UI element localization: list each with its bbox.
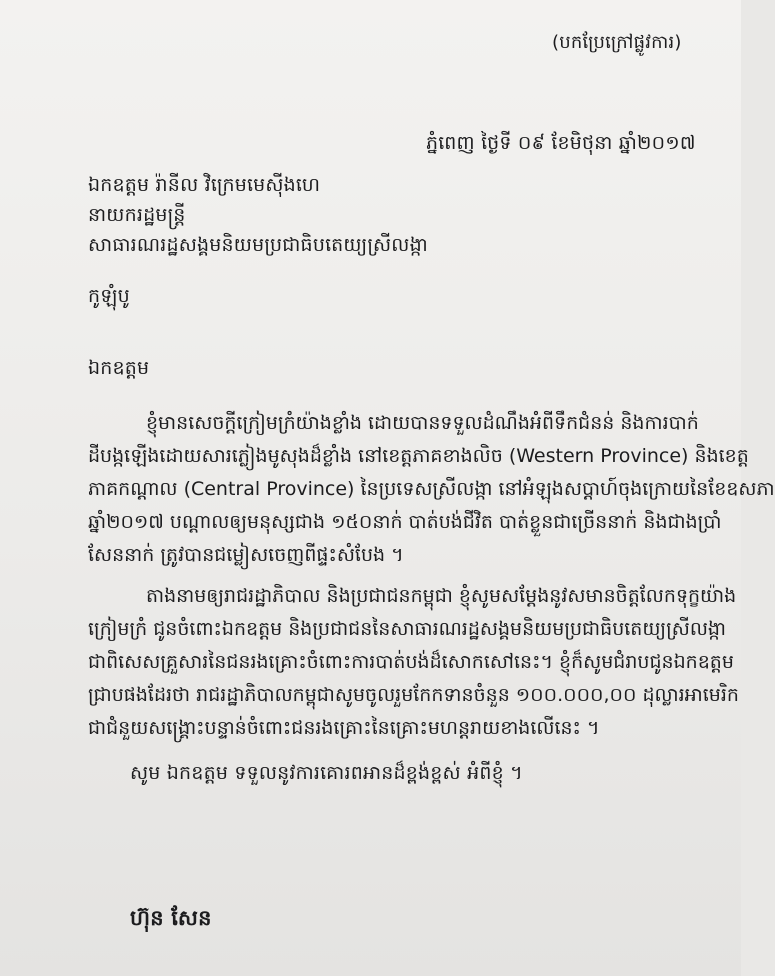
paragraph-line: ជាជំនួយសង្គ្រោះបន្ទាន់ចំពោះជនរងគ្រោះនៃគ្រោះមហន្តរាយខាងលើនេះ ។ — [88, 717, 600, 739]
recipient-title: នាយករដ្ឋមន្ត្រី — [88, 204, 186, 226]
letter-date: ភ្នំពេញ ថ្ងៃទី ០៩ ខែមិថុនា ឆ្នាំ២០១៧ — [426, 132, 696, 154]
paragraph-line: តាងនាមឲ្យរាជរដ្ឋាភិបាល និងប្រជាជនកម្ពុជា ខ្ញុំសូមសម្តែងនូវសមានចិត្តលែកទុក្ខយ៉ាង — [146, 585, 737, 607]
recipient-name: ឯកឧត្តម រ៉ានីល វិក្រេមមេស៊ីងហេ — [88, 174, 321, 196]
salutation: ឯកឧត្តម — [88, 357, 150, 379]
recipient-country: សាធារណរដ្ឋសង្គមនិយមប្រជាធិបតេយ្យស្រីលង្កា — [88, 234, 428, 256]
paragraph-line: ក្រៀមក្រំ ជូនចំពោះឯកឧត្តម និងប្រជាជននៃសាធារណរដ្ឋសង្គមនិយមប្រជាធិបតេយ្យស្រីលង្កា — [88, 618, 727, 640]
closing-line: សូម ឯកឧត្តម ទទួលនូវការគោរពអានដ៏ខ្ពង់ខ្ពស់ អំពីខ្ញុំ ។ — [130, 762, 523, 784]
paragraph-line: ឆ្នាំ២០១៧ បណ្តាលឲ្យមនុស្សជាង ១៥០នាក់ បាត់បង់ជីវិត បាត់ខ្លួនជាច្រើននាក់ និងជាងប្រាំ — [88, 511, 722, 533]
paragraph-line: ជាពិសេសគ្រួសារនៃជនរងគ្រោះចំពោះការបាត់បង់ដ៏សោកសៅនេះ។ ខ្ញុំក៏សូមជំរាបជូនឯកឧត្តម — [88, 651, 734, 673]
paragraph-line: សែននាក់ ត្រូវបានជម្លៀសចេញពីផ្ទះសំបែង ។ — [88, 544, 404, 566]
paragraph-line: ភាគកណ្តាល (Central Province) នៃប្រទេសស្រីលង្កា នៅអំឡុងសប្តាហ៍ចុងក្រោយនៃខែឧសភា — [88, 478, 775, 500]
paragraph-line: ដីបង្កឡើងដោយសារភ្លៀងមូសុងដ៏ខ្លាំង នៅខេត្តភាគខាងលិច (Western Province) និងខេត្ត — [88, 445, 749, 467]
unofficial-translation-label: (បកប្រែក្រៅផ្លូវការ) — [552, 32, 682, 53]
paragraph-line: ខ្ញុំមានសេចក្តីក្រៀមក្រំយ៉ាងខ្លាំង ដោយបានទទួលដំណឹងអំពីទឹកជំនន់ និងការបាក់ — [146, 412, 699, 434]
paragraph-line: ជ្រាបផងដែរថា រាជរដ្ឋាភិបាលកម្ពុជាសូមចូលរួមកែកទានចំនួន ១០០.០០០,០០ ដុល្លារអាមេរិក — [88, 684, 739, 706]
signature-name: ហ៊ុន សែន — [130, 906, 212, 930]
recipient-city: កូឡុំបូ — [88, 285, 130, 307]
